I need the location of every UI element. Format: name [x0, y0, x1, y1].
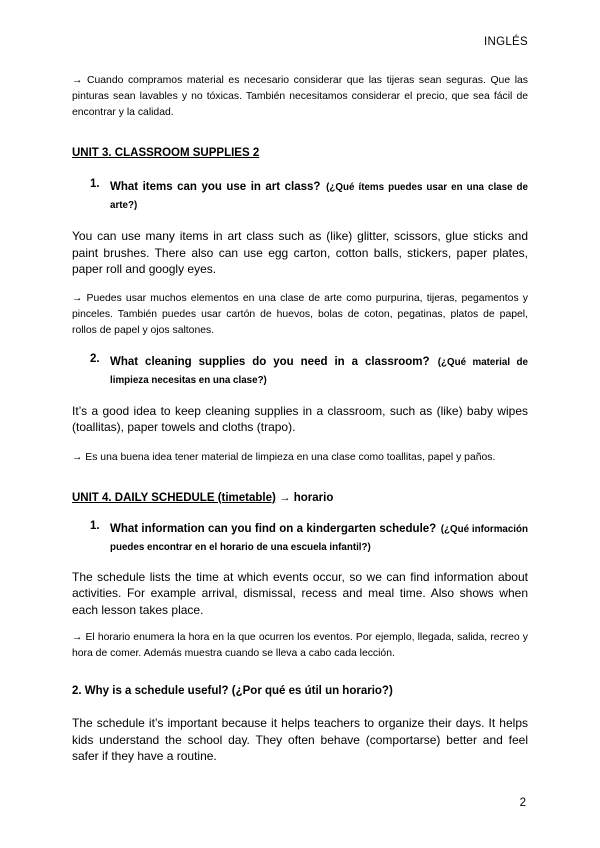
- intro-spanish-paragraph: → Cuando compramos material es necesario considerar que las tijeras sean seguras. Que las pinturas sean lavables y no tóxicas. También necesitamos considerar el precio, que sea fácil de encontrar y la calidad.: [72, 75, 528, 118]
- question-spanish: (¿Por qué es útil un horario?): [231, 685, 393, 697]
- unit4-answer-2-english: The schedule it’s important because it helps teachers to organize their days. It helps kids understand the school day. They often behave (comportarse) better and feel safer if they have a routine.: [72, 716, 528, 763]
- question-spanish: (¿Qué información puedes encontrar en el horario de una escuela infantil?): [110, 523, 528, 553]
- unit4-question-1: [72, 520, 528, 556]
- unit3-heading: [72, 147, 528, 159]
- question-spanish: (¿Qué material de limpieza necesitas en una clase?): [110, 356, 528, 386]
- page-number: 2: [519, 797, 526, 809]
- unit3-answer-1-spanish: → Puedes usar muchos elementos en una clase de arte como purpurina, tijeras, pegamentos y pinceles. También puedes usar cartón de huevos, bolas de coton, pegatinas, platos de papel, rollos de papel y ojos saltones.: [72, 292, 528, 336]
- unit3-question-1: [72, 178, 528, 214]
- unit4-heading: [72, 492, 528, 504]
- unit4-title-suffix: → horario: [275, 491, 334, 504]
- page-content: [72, 73, 528, 765]
- unit4-answer-1-english: The schedule lists the time at which events occur, so we can find information about activities. For example arrival, dismissal, recess and meal time. Also shows when each lesson takes place.: [72, 569, 528, 617]
- question-spanish: (¿Qué ítems puedes usar en una clase de arte?): [110, 182, 528, 211]
- question-text: [110, 353, 528, 389]
- question-english: 2. Why is a schedule useful?: [72, 685, 229, 697]
- question-text: [110, 520, 528, 556]
- question-number: 2.: [90, 352, 100, 365]
- unit4-question-2: [72, 685, 528, 697]
- unit3-title: UNIT 3. CLASSROOM SUPPLIES 2: [72, 147, 260, 159]
- unit4-answer-1-spanish: → El horario enumera la hora en la que ocurren los eventos. Por ejemplo, llegada, salida, recreo y hora de comer. Además muestra cuando se lleva a cabo cada lección.: [72, 632, 528, 659]
- question-number: 1.: [90, 178, 100, 190]
- unit4-title: UNIT 4. DAILY SCHEDULE (timetable): [72, 491, 276, 504]
- question-number: 1.: [90, 519, 100, 532]
- unit3-question-2: [72, 353, 528, 389]
- unit3-answer-2-english: It’s a good idea to keep cleaning supplies in a classroom, such as (like) baby wipes (toallitas), paper towels and cloths (trapo).: [72, 403, 528, 434]
- unit3-answer-2-spanish: → Es una buena idea tener material de limpieza en una clase como toallitas, papel y paños.: [72, 451, 496, 463]
- question-english: What cleaning supplies do you need in a classroom?: [110, 355, 430, 368]
- question-english: What information can you find on a kindergarten schedule?: [110, 522, 437, 535]
- page-header: INGLÉS: [484, 36, 528, 48]
- question-english: What items can you use in art class?: [110, 181, 321, 193]
- question-text: [110, 178, 528, 214]
- unit3-answer-1-english: You can use many items in art class such as (like) glitter, scissors, glue sticks and paint brushes. There also can use egg carton, cotton balls, stickers, paper plates, paper roll and googly eyes.: [72, 229, 528, 276]
